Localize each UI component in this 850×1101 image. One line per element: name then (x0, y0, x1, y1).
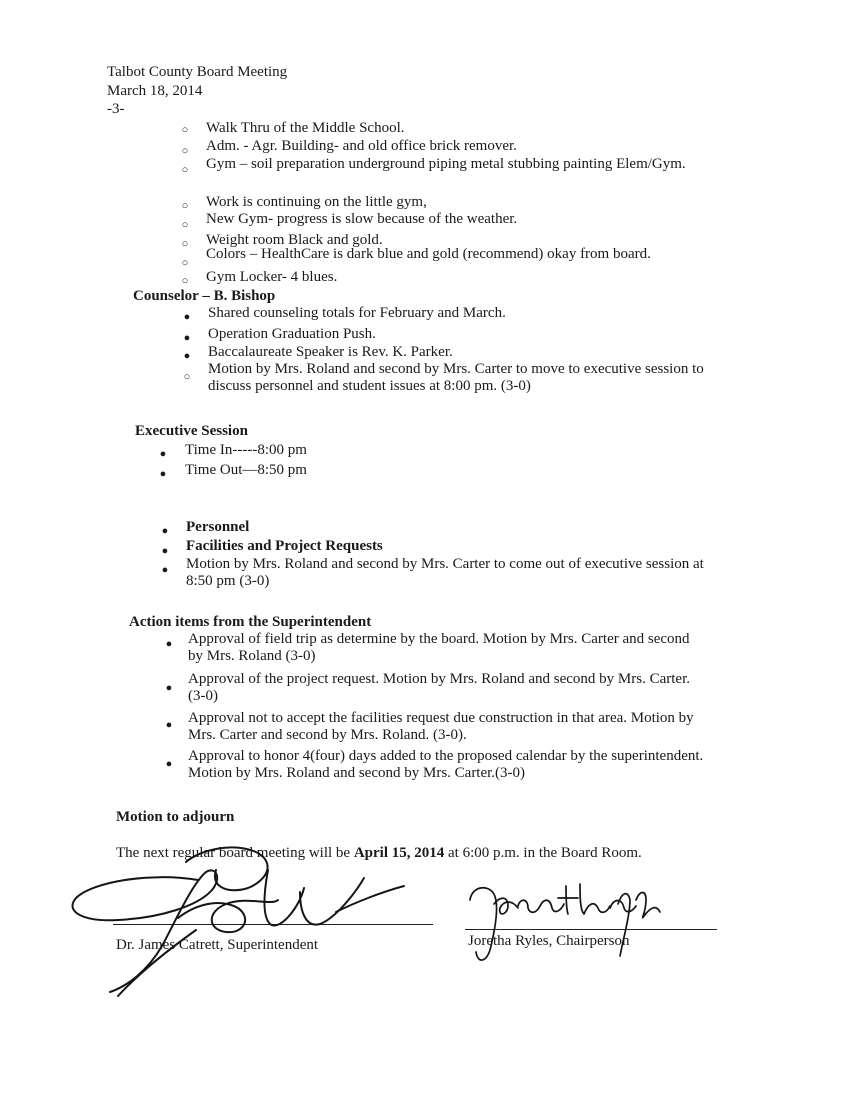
list-item: Operation Graduation Push. (208, 326, 376, 342)
list-item: Time Out—8:50 pm (185, 462, 307, 478)
circle-bullet-icon: ○ (181, 124, 189, 136)
dot-bullet-icon: ● (161, 525, 169, 537)
action-heading: Action items from the Superintendent (129, 614, 372, 630)
dot-bullet-icon: ● (159, 448, 167, 460)
circle-bullet-icon: ○ (183, 371, 191, 383)
list-item: Walk Thru of the Middle School. (206, 120, 405, 136)
list-item: Time In-----8:00 pm (185, 442, 307, 458)
circle-bullet-icon: ○ (181, 275, 189, 287)
dot-bullet-icon: ● (165, 719, 173, 731)
list-item: Approval not to accept the facilities request due construction in that area. Motion by Mrs. Carter and second by Mrs. Roland. (3-0). (188, 710, 694, 743)
list-item: Shared counseling totals for February and March. (208, 305, 506, 321)
list-item: Gym Locker- 4 blues. (206, 269, 338, 285)
list-item: Approval of field trip as determine by the board. Motion by Mrs. Carter and second by Mrs. Roland (3-0) (188, 631, 690, 664)
list-item: Weight room Black and gold. (206, 232, 383, 248)
circle-bullet-icon: ○ (181, 164, 189, 176)
circle-bullet-icon: ○ (181, 200, 189, 212)
org-title: Talbot County Board Meeting (107, 64, 288, 80)
list-item: Baccalaureate Speaker is Rev. K. Parker. (208, 344, 453, 360)
circle-bullet-icon: ○ (181, 145, 189, 157)
counselor-heading: Counselor – B. Bishop (133, 288, 276, 304)
dot-bullet-icon: ● (165, 682, 173, 694)
list-item: Work is continuing on the little gym, (206, 194, 427, 210)
executive-heading: Executive Session (135, 423, 248, 439)
dot-bullet-icon: ● (165, 638, 173, 650)
list-item: New Gym- progress is slow because of the weather. (206, 211, 518, 227)
circle-bullet-icon: ○ (181, 257, 189, 269)
dot-bullet-icon: ● (161, 545, 169, 557)
dot-bullet-icon: ● (183, 332, 191, 344)
list-item: Approval to honor 4(four) days added to the proposed calendar by the superintendent. Motion by Mrs. Roland and second by Mrs. Carter.(3-0) (188, 748, 704, 781)
dot-bullet-icon: ● (165, 758, 173, 770)
adjourn-heading: Motion to adjourn (116, 809, 235, 825)
page-number: -3- (107, 101, 125, 117)
list-item: Facilities and Project Requests (186, 538, 383, 554)
circle-bullet-icon: ○ (181, 238, 189, 250)
dot-bullet-icon: ● (161, 564, 169, 576)
circle-bullet-icon: ○ (181, 219, 189, 231)
chairperson-label: Joretha Ryles, Chairperson (468, 933, 630, 949)
list-item: Colors – HealthCare is dark blue and gold (recommend) okay from board. (206, 246, 651, 262)
list-item: Personnel (186, 519, 250, 535)
meeting-date: March 18, 2014 (107, 83, 203, 99)
superintendent-label: Dr. James Catrett, Superintendent (116, 937, 319, 953)
dot-bullet-icon: ● (183, 350, 191, 362)
list-item: Gym – soil preparation underground piping metal stubbing painting Elem/Gym. (206, 156, 686, 172)
next-meeting-suffix: at 6:00 p.m. in the Board Room. (444, 845, 642, 861)
next-meeting-prefix: The next regular board meeting will be (116, 845, 354, 861)
list-item: Motion by Mrs. Roland and second by Mrs. Carter to move to executive session to discuss personnel and student issues at 8:00 pm. (3-0) (208, 361, 704, 394)
dot-bullet-icon: ● (159, 468, 167, 480)
list-item: Approval of the project request. Motion by Mrs. Roland and second by Mrs. Carter.(3-0) (188, 671, 690, 704)
list-item: Motion by Mrs. Roland and second by Mrs. Carter to come out of executive session at 8:50 pm (3-0) (186, 556, 704, 589)
dot-bullet-icon: ● (183, 311, 191, 323)
next-meeting-date: April 15, 2014 (353, 845, 445, 861)
list-item: Adm. - Agr. Building- and old office brick remover. (206, 138, 517, 154)
